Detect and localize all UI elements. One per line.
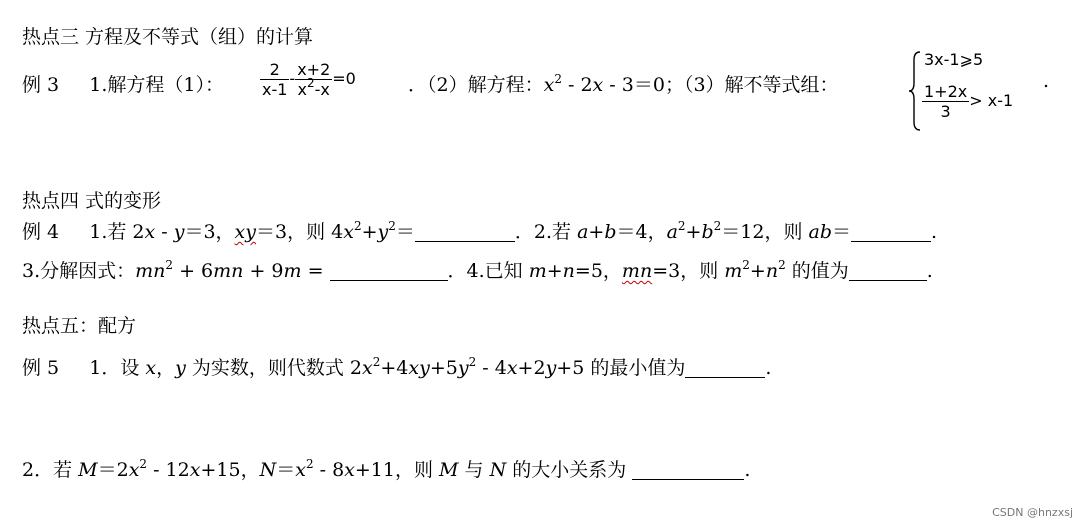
answer-blank-4-3	[330, 262, 448, 281]
section-heading-5: 热点五：配方	[22, 315, 137, 337]
section-heading-4: 热点四 式的变形	[22, 190, 162, 212]
answer-blank-4-4	[849, 262, 927, 281]
answer-blank-5-1	[685, 359, 765, 378]
answer-blank-5-2	[632, 461, 744, 480]
xy-term: xy	[234, 221, 256, 243]
example-5-line-1: 例 5 1．设 x，y 为实数，则代数式 $2x^2+4xy+5y^2 - 4x+2y+5$ 的最小值为 .	[22, 355, 772, 379]
fraction-1-denominator: x-1	[262, 80, 288, 99]
fraction-2-numerator: x+2	[297, 60, 331, 79]
example-5-label: 例 5	[22, 357, 60, 379]
fraction-1	[260, 60, 289, 99]
minus-sign: -	[289, 69, 296, 88]
fraction-2-denominator: $x^2-x$	[295, 79, 332, 99]
section-heading-3: 热点三 方程及不等式（组）的计算	[22, 26, 314, 48]
inequality-2: $\frac{1+2x}{3}$ > x-1	[924, 82, 1014, 121]
example-4-label: 例 4	[22, 221, 60, 243]
inequality-1: 3x-1⩾5	[924, 50, 984, 69]
fraction-1-numerator: 2	[269, 60, 280, 79]
example-3-end: .	[1043, 70, 1050, 92]
example-3-label: 例 3	[22, 74, 60, 96]
example-4-line-2: 3.分解因式：$mn^2 + 6mn + 9m$ = ．4.已知 m+n=5，mn=3，则 $m^2+n^2$ 的值为 .	[22, 258, 933, 282]
equals-zero: =0	[332, 69, 356, 88]
left-brace-icon	[908, 50, 922, 132]
example-5-line-2: 2．若 $M=2x^2 - 12x+15$，$N=x^2 - 8x+11$，则 M 与 N 的大小关系为 .	[22, 457, 751, 481]
answer-blank-4-1	[415, 223, 515, 242]
mn-term: mn	[621, 260, 653, 282]
example-3-part2: ．（2）解方程：$x^2 - 2x - 3=0$；（3）解不等式组：	[408, 72, 839, 96]
example-3-part1-lead: 1.解方程（1）：	[89, 74, 224, 96]
answer-blank-4-2	[851, 223, 931, 242]
fraction-2	[295, 60, 332, 99]
example-4-line-1: 例 4 1.若 2x - y＝3，xy＝3，则 $4x^2+y^2=$ ．2.若 a+b＝4，$a^2+b^2=12$，则 ab＝ .	[22, 219, 938, 243]
equation-1	[260, 60, 356, 99]
inequality-2-fraction: $\frac{1+2x}{3}$	[924, 82, 968, 121]
example-3-line	[22, 70, 224, 97]
watermark: CSDN @hnzxsj	[992, 506, 1073, 519]
